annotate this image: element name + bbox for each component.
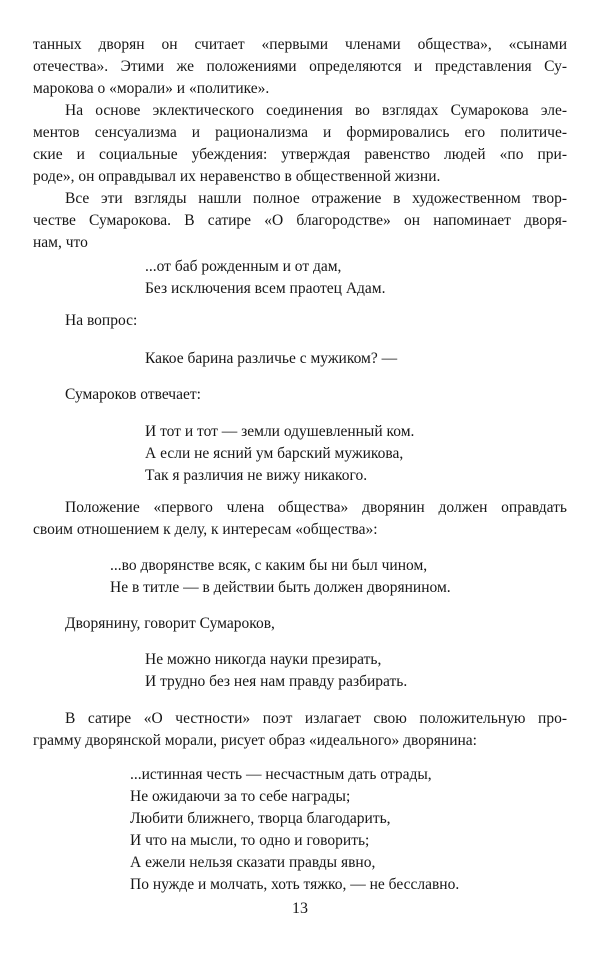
text-line: В сатире «О честности» поэт излагает свою положительную про- [65,710,567,727]
verse-quote-2 [145,348,397,370]
text-line: ские и социальные убеждения: утверждая равенство людей «по при- [33,146,567,163]
text-line: Все эти взгляды нашли полное отражение в художественном твор- [65,190,567,207]
text-line: своим отношением к делу, к интересам «общества»: [33,521,378,538]
text-line: нам, что [33,234,88,251]
text-line: Положение «первого члена общества» дворянин должен оправдать [65,499,567,516]
text-line: На основе эклектического соединения во взглядах Сумарокова эле- [65,102,567,119]
text-line: марокова о «морали» и «политике». [33,80,270,97]
verse-line: И что на мысли, то одно и говорить; [130,832,370,849]
text-line: роде», он оправдывал их неравенство в общественной жизни. [33,168,441,185]
text-line: отечества». Этими же положениями определяются и представления Су- [33,58,567,75]
paragraph-2 [33,100,567,188]
verse-quote-3 [145,421,414,487]
verse-line: Так я различия не вижу никакого. [145,467,368,484]
paragraph-7 [33,613,567,635]
verse-line: По нужде и молчать, хоть тяжко, — не бесславно. [130,876,460,893]
verse-line: Какое барина различье с мужиком? — [145,350,398,367]
text-line: Сумароков отвечает: [65,386,201,403]
paragraph-6 [33,497,567,541]
text-line: честве Сумарокова. В сатире «О благородстве» он напоминает дворя- [33,212,567,229]
verse-line: Не можно никогда науки презирать, [145,651,382,668]
verse-quote-4 [110,555,451,599]
verse-quote-1 [145,256,385,300]
verse-line: ...от баб рожденным и от дам, [145,258,342,275]
text-line: Дворянину, говорит Сумароков, [65,615,275,632]
verse-line: ...истинная честь — несчастным дать отрады, [130,766,432,783]
verse-line: ...во дворянстве всяк, с каким бы ни был чином, [110,557,428,574]
verse-line: Без исключения всем праотец Адам. [145,280,386,297]
verse-line: А если не ясний ум барский мужикова, [145,445,404,462]
page-number: 13 [292,900,308,917]
text-line: грамму дворянской морали, рисует образ «идеального» дворянина: [33,732,477,749]
verse-line: Любити ближнего, творца благодарить, [130,810,391,827]
verse-line: И тот и тот — земли одушевленный ком. [145,423,415,440]
text-line: танных дворян он считает «первыми членами общества», «сынами [33,36,567,53]
paragraph-8 [33,708,567,752]
verse-quote-5 [145,649,407,693]
verse-quote-6 [130,764,459,896]
verse-line: А ежели нельзя сказати правды явно, [130,854,376,871]
paragraph-1 [33,34,567,100]
paragraph-5 [33,384,567,406]
verse-line: И трудно без нея нам правду разбирать. [145,673,408,690]
verse-line: Не в титле — в действии быть должен дворянином. [110,579,451,596]
paragraph-4 [33,310,567,332]
verse-line: Не ожидаючи за то себе награды; [130,788,351,805]
text-line: На вопрос: [65,312,138,329]
text-line: ментов сенсуализма и рационализма и формировались его политиче- [33,124,567,141]
paragraph-3 [33,188,567,254]
